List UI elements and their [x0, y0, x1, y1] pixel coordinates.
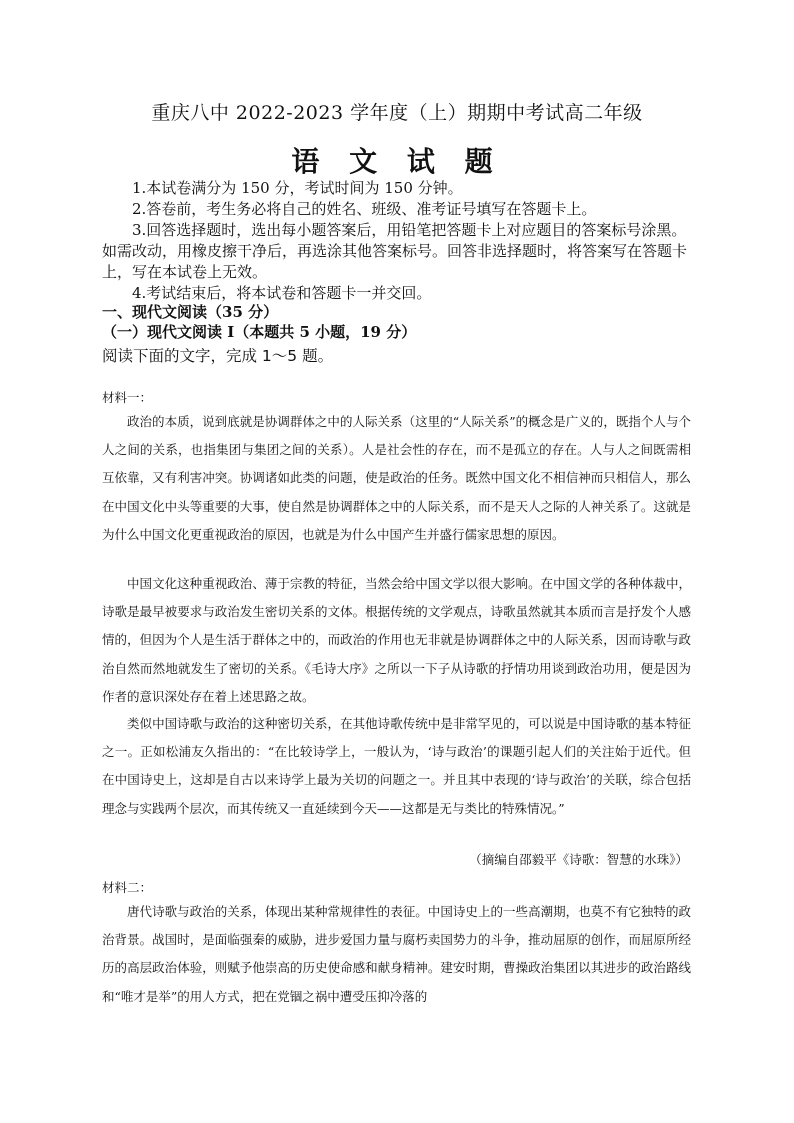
material-label: 材料一： — [102, 390, 153, 405]
material-paragraph: 唐代诗歌与政治的关系，体现出某种常规律性的表征。中国诗史上的一些高潮期，也莫不有它独特的政治背景。战国时，是面临强秦的威胁，进步爱国力量与腐朽卖国势力的斗争，推动屈原的创作，而屈原所经历的高层政治体验，则赋予他崇高的历史使命感和献身精神。建安时期，曹操政治集团以其进步的政治路线和“唯才是举”的用人方式，把在党锢之祸中遭受压抑冷落的 — [102, 904, 691, 1004]
exam-instructions — [102, 178, 694, 304]
instruction-item: 4.考试结束后，将本试卷和答题卡一并交回。 — [132, 284, 432, 302]
subject-title: 语 文 试 题 — [291, 145, 503, 178]
material-paragraph: 中国文化这种重视政治、薄于宗教的特征，当然会给中国文学以很大影响。在中国文学的各种体裁中，诗歌是最早被要求与政治发生密切关系的文体。根据传统的文学观点，诗歌虽然就其本质而言是抒发个人感情的，但因为个人是生活于群体之中的，而政治的作用也无非就是协调群体之中的人际关系，因而诗歌与政治自然而然地就发生了密切的关系。《毛诗大序》之所以一下子从诗歌的抒情功用谈到政治功用，便是因为作者的意识深处存在着上述思路之故。 — [102, 576, 691, 704]
material-paragraph: 政治的本质，说到底就是协调群体之中的人际关系（这里的“人际关系”的概念是广义的，既指个人与个人之间的关系，也指集团与集团之间的关系）。人是社会性的存在，而不是孤立的存在。人与人之间既需相互依靠，又有利害冲突。协调诸如此类的问题，使是政治的任务。既然中国文化不相信神而只相信人，那么在中国文化中头等重要的大事，使自然是协调群体之中的人际关系，而不是天人之际的人神关系了。这就是为什么中国文化更重视政治的原因，也就是为什么中国产生并盛行儒家思想的原因。 — [102, 414, 691, 542]
school-exam-title: 重庆八中 2022-2023 学年度（上）期期中考试高二年级 — [151, 102, 643, 124]
instruction-item: 2.答卷前，考生务必将自己的姓名、班级、准考证号填写在答题卡上。 — [132, 200, 597, 218]
subsection-heading: （一）现代文阅读 I（本题共 5 小题，19 分） — [102, 323, 417, 341]
source-citation: （摘编自邵毅平《诗歌：智慧的水珠》） — [469, 852, 688, 867]
section-heading: 一、现代文阅读（35 分） — [102, 303, 279, 321]
material-label: 材料二： — [102, 880, 153, 895]
material-paragraph: 类似中国诗歌与政治的这种密切关系，在其他诗歌传统中是非常罕见的，可以说是中国诗歌的基本特征之一。正如松浦友久指出的：“在比较诗学上，一般认为，‘诗与政治’的课题引起人们的关注始于近代。但在中国诗史上，这却是自古以来诗学上最为关切的问题之一。并且其中表现的‘诗与政治’的关联，综合包括理念与实践两个层次，而其传统又一直延续到今天——这都是无与类比的特殊情况。” — [102, 716, 691, 816]
reading-prompt: 阅读下面的文字，完成 1～5 题。 — [102, 347, 334, 365]
instruction-item: 3.回答选择题时，选出每小题答案后，用铅笔把答题卡上对应题目的答案标号涂黑。如需改动，用橡皮擦干净后，再选涂其他答案标号。回答非选择题时，将答案写在答题卡上，写在本试卷上无效。 — [102, 221, 688, 281]
instruction-item: 1.本试卷满分为 150 分，考试时间为 150 分钟。 — [132, 179, 463, 197]
